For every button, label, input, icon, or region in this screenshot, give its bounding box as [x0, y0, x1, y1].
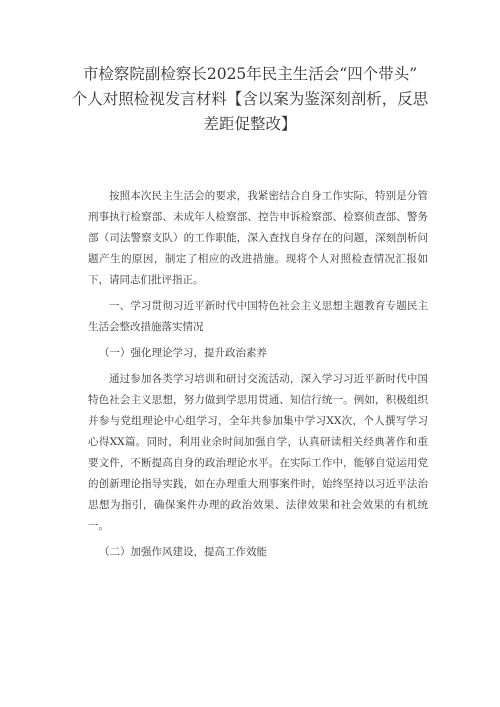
section-heading: 一、学习贯彻习近平新时代中国特色社会主义思想主题教育专题民主生活会整改措施落实情况 — [88, 300, 428, 333]
title-line: 差距促整改】 — [203, 115, 297, 133]
title-line: 市检察院副检察长2025年民主生活会“四个带头” — [82, 65, 418, 83]
title-line: 个人对照检视发言材料【含以案为鉴深刻剖析，反思 — [71, 90, 429, 108]
document-body — [88, 186, 428, 563]
subsection-heading: （二）加强作风建设，提高工作效能 — [99, 546, 267, 558]
body-paragraph: 通过参加各类学习培训和研讨交流活动，深入学习习近平新时代中国特色社会主义思想，努力做到学思用贯通、知信行统一。例如，积极组织并参与党组理论中心组学习，全年共参加集中学习XX次，个人撰写学习心得XX篇。同时，利用业余时间加强自学，认真研读相关经典著作和重要文件，不断提高自身的政治理论水平。在实际工作中，能够自觉运用党的创新理论指导实践，如在办理重大刑事案件时，始终坚持以习近平法治思想为指引，确保案件办理的政治效果、法律效果和社会效果的有机统一。 — [88, 373, 428, 532]
intro-paragraph: 按照本次民主生活会的要求，我紧密结合自身工作实际，特别是分管刑事执行检察部、未成年人检察部、控告申诉检察部、检察侦查部、警务部（司法警察支队）的工作职能，深入查找自身存在的问题，深刻剖析问题产生的原因，制定了相应的改进措施。现将个人对照检查情况汇报如下，请同志们批评指正。 — [88, 190, 428, 286]
subsection-heading: （一）强化理论学习，提升政治素养 — [99, 347, 267, 359]
document-title — [50, 62, 450, 137]
